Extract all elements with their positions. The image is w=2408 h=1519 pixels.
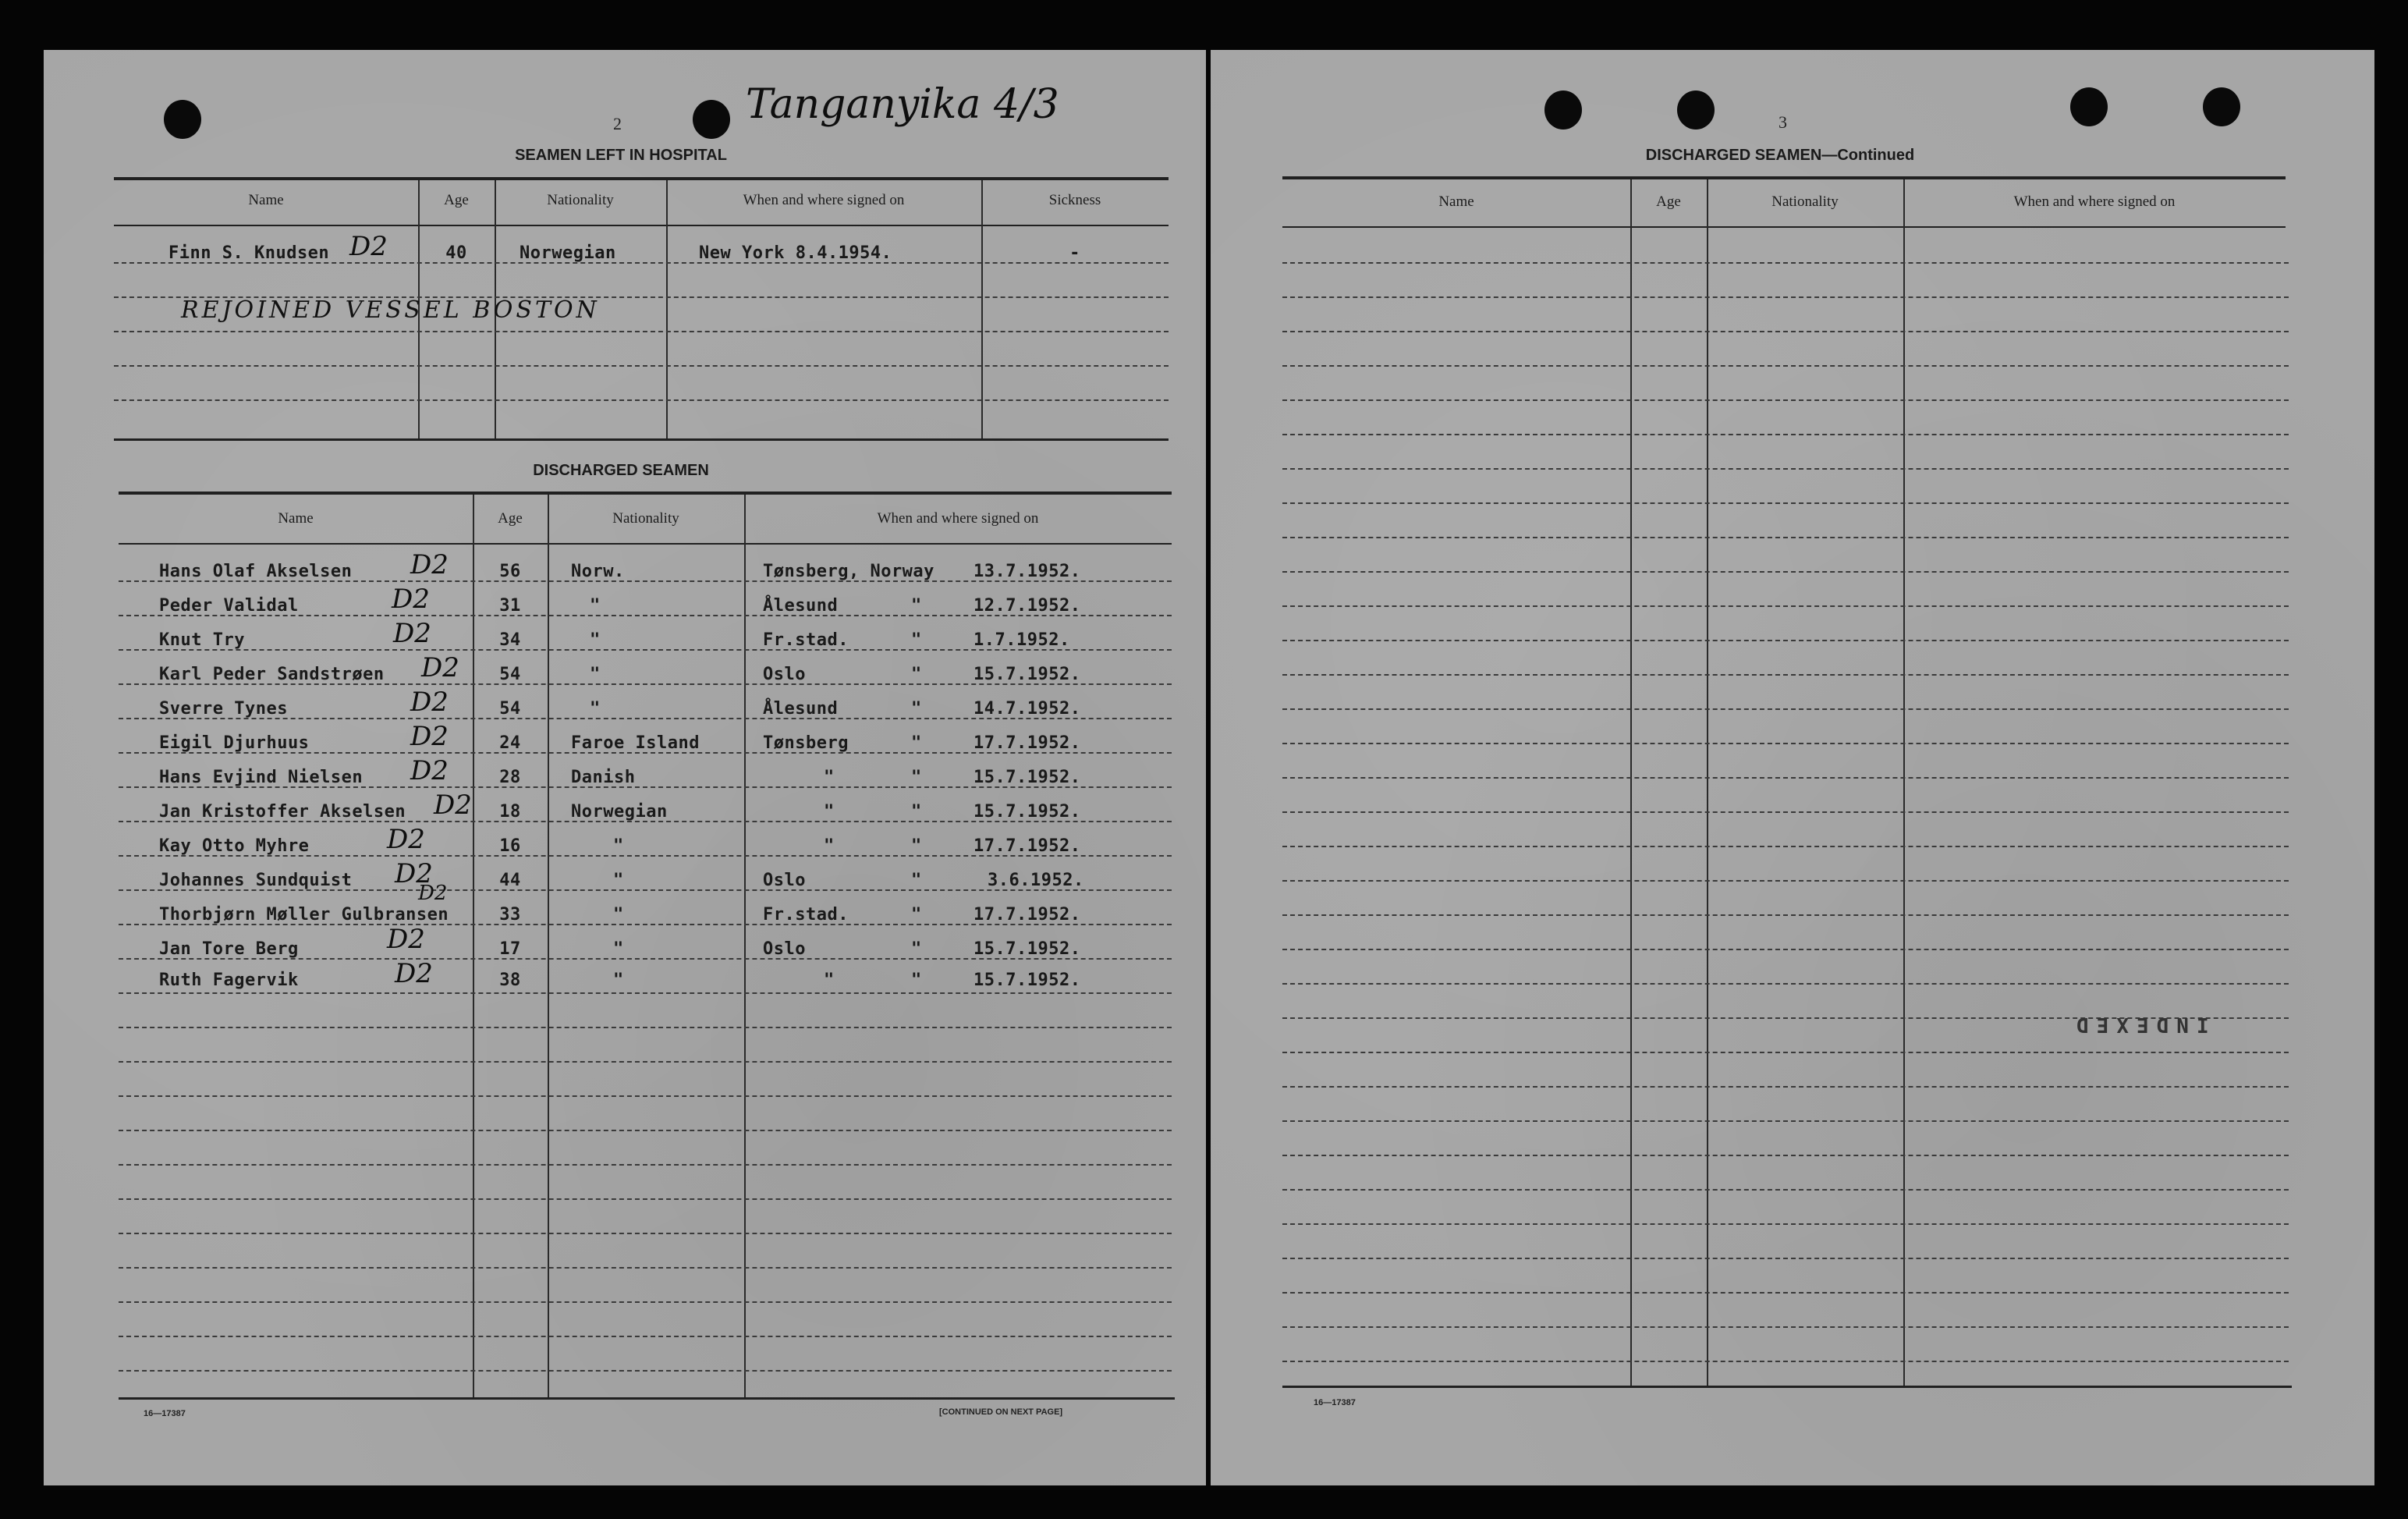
signed-on-date: 13.7.1952. bbox=[973, 562, 1081, 581]
col-header-name: Name bbox=[1438, 193, 1474, 210]
seaman-nationality: Norw. bbox=[571, 562, 625, 581]
seaman-age: 33 bbox=[499, 905, 521, 925]
table-rule bbox=[1282, 176, 2286, 179]
col-header-signed-on: When and where signed on bbox=[743, 192, 905, 208]
column-divider bbox=[744, 495, 746, 1397]
seaman-nationality: " bbox=[590, 596, 601, 616]
row-line bbox=[1282, 365, 2289, 367]
seaman-age: 18 bbox=[499, 802, 521, 822]
row-line bbox=[119, 1233, 1172, 1234]
col-header-nationality: Nationality bbox=[547, 192, 614, 208]
row-line bbox=[1282, 399, 2289, 401]
ditto-mark: " bbox=[911, 802, 922, 822]
punch-hole bbox=[1544, 91, 1582, 130]
row-line bbox=[1282, 1189, 2289, 1191]
table-rule bbox=[114, 225, 1169, 226]
seaman-age: 40 bbox=[445, 243, 467, 263]
seaman-age: 16 bbox=[499, 836, 521, 856]
seaman-age: 24 bbox=[499, 733, 521, 753]
handwritten-mark: D2 bbox=[410, 721, 449, 752]
handwritten-mark: D2 bbox=[387, 824, 425, 855]
signed-on-place: Oslo bbox=[763, 871, 806, 890]
seaman-nationality: Faroe Island bbox=[571, 733, 700, 753]
seaman-nationality: " bbox=[613, 905, 624, 925]
seaman-name: Kay Otto Myhre bbox=[159, 836, 310, 856]
row-line bbox=[119, 1336, 1172, 1337]
signed-on-place: " bbox=[824, 971, 835, 990]
seaman-name: Hans Evjind Nielsen bbox=[159, 768, 364, 787]
ditto-mark: " bbox=[911, 596, 922, 616]
seaman-age: 28 bbox=[499, 768, 521, 787]
signed-on-place: Fr.stad. bbox=[763, 905, 849, 925]
ditto-mark: " bbox=[911, 836, 922, 856]
handwritten-mark: D2 bbox=[392, 584, 430, 615]
handwritten-mark: D2 bbox=[393, 618, 431, 649]
table-rule bbox=[119, 543, 1172, 545]
col-header-name: Name bbox=[278, 510, 314, 527]
signed-on-date: 15.7.1952. bbox=[973, 939, 1081, 959]
row-line bbox=[114, 365, 1169, 367]
seaman-age: 34 bbox=[499, 630, 521, 650]
row-line bbox=[1282, 331, 2289, 332]
seaman-age: 56 bbox=[499, 562, 521, 581]
handwritten-mark: D2 bbox=[395, 958, 433, 989]
seaman-name: Jan Tore Berg bbox=[159, 939, 299, 959]
row-line bbox=[119, 1095, 1172, 1097]
ditto-mark: " bbox=[911, 733, 922, 753]
form-number: 16—17387 bbox=[1314, 1398, 1356, 1407]
seaman-name: Ruth Fagervik bbox=[159, 971, 299, 990]
col-header-nationality: Nationality bbox=[1771, 193, 1839, 210]
row-line bbox=[119, 1061, 1172, 1063]
row-line bbox=[114, 331, 1169, 332]
seaman-name: Jan Kristoffer Akselsen bbox=[159, 802, 406, 822]
discharged-section-title: DISCHARGED SEAMEN bbox=[533, 462, 709, 479]
seaman-nationality: " bbox=[613, 836, 624, 856]
punch-hole bbox=[2070, 87, 2108, 126]
handwritten-mark: D2 bbox=[395, 858, 433, 889]
punch-hole bbox=[2203, 87, 2240, 126]
handwritten-header: Tanganyika 4/3 bbox=[746, 81, 1059, 128]
row-line bbox=[119, 1130, 1172, 1131]
punch-hole bbox=[164, 100, 201, 139]
signed-on-place: Ålesund bbox=[763, 596, 839, 616]
row-line bbox=[1282, 571, 2289, 573]
handwritten-annotation: REJOINED VESSEL BOSTON bbox=[181, 296, 600, 324]
seaman-age: 54 bbox=[499, 665, 521, 684]
column-divider bbox=[548, 495, 549, 1397]
punch-hole bbox=[1677, 91, 1715, 130]
row-line bbox=[1282, 811, 2289, 813]
seaman-name: Eigil Djurhuus bbox=[159, 733, 310, 753]
row-line bbox=[119, 1198, 1172, 1200]
seaman-nationality: " bbox=[613, 939, 624, 959]
col-header-age: Age bbox=[444, 192, 469, 208]
seaman-signed-on: New York 8.4.1954. bbox=[699, 243, 892, 263]
seaman-nationality: " bbox=[613, 971, 624, 990]
col-header-age: Age bbox=[498, 510, 523, 527]
signed-on-date: 15.7.1952. bbox=[973, 802, 1081, 822]
column-divider bbox=[1630, 179, 1632, 1386]
signed-on-place: Oslo bbox=[763, 665, 806, 684]
seaman-name: Peder Validal bbox=[159, 596, 299, 616]
handwritten-mark: D2 bbox=[410, 687, 449, 718]
seaman-nationality: Norwegian bbox=[571, 802, 668, 822]
col-header-nationality: Nationality bbox=[612, 510, 679, 527]
table-rule bbox=[114, 438, 1169, 441]
row-line bbox=[1282, 1258, 2289, 1259]
seaman-age: 44 bbox=[499, 871, 521, 890]
seaman-name: Thorbjørn Møller Gulbransen bbox=[159, 905, 449, 925]
row-line bbox=[1282, 1326, 2289, 1328]
signed-on-place: Oslo bbox=[763, 939, 806, 959]
ditto-mark: " bbox=[911, 699, 922, 719]
signed-on-place: " bbox=[824, 802, 835, 822]
column-divider bbox=[1903, 179, 1905, 1386]
row-line bbox=[1282, 743, 2289, 744]
section-title: DISCHARGED SEAMEN—Continued bbox=[1645, 147, 1915, 164]
row-line bbox=[1282, 537, 2289, 538]
table-rule bbox=[114, 177, 1169, 180]
handwritten-mark: D2 bbox=[387, 924, 425, 955]
col-header-name: Name bbox=[248, 192, 284, 208]
row-line bbox=[1282, 262, 2289, 264]
signed-on-date: 15.7.1952. bbox=[973, 971, 1081, 990]
row-line bbox=[1282, 983, 2289, 985]
form-number: 16—17387 bbox=[144, 1409, 186, 1418]
row-line bbox=[1282, 468, 2289, 470]
row-line bbox=[1282, 296, 2289, 298]
col-header-age: Age bbox=[1656, 193, 1681, 210]
ditto-mark: " bbox=[911, 768, 922, 787]
handwritten-mark: D2 bbox=[421, 652, 459, 683]
ditto-mark: " bbox=[911, 871, 922, 890]
row-line bbox=[1282, 434, 2289, 435]
seaman-nationality: Norwegian bbox=[520, 243, 616, 263]
seaman-sickness: - bbox=[1069, 243, 1080, 263]
row-line bbox=[119, 1164, 1172, 1166]
row-line bbox=[1282, 1086, 2289, 1088]
signed-on-place: Ålesund bbox=[763, 699, 839, 719]
seaman-age: 54 bbox=[499, 699, 521, 719]
signed-on-date: 1.7.1952. bbox=[973, 630, 1070, 650]
ditto-mark: " bbox=[911, 665, 922, 684]
seaman-nationality: " bbox=[590, 630, 601, 650]
seaman-age: 31 bbox=[499, 596, 521, 616]
row-line bbox=[1282, 777, 2289, 779]
ditto-mark: " bbox=[911, 971, 922, 990]
row-line bbox=[1282, 605, 2289, 607]
seaman-age: 17 bbox=[499, 939, 521, 959]
row-line bbox=[1282, 1052, 2289, 1053]
continued-note: [CONTINUED ON NEXT PAGE] bbox=[939, 1407, 1063, 1417]
seaman-nationality: " bbox=[590, 699, 601, 719]
seaman-name: Sverre Tynes bbox=[159, 699, 288, 719]
right-form-page bbox=[1211, 50, 2374, 1485]
row-line bbox=[1282, 914, 2289, 916]
row-line bbox=[1282, 949, 2289, 950]
seaman-age: 38 bbox=[499, 971, 521, 990]
table-rule bbox=[1282, 226, 2286, 228]
signed-on-place: " bbox=[824, 768, 835, 787]
handwritten-mark: D2 bbox=[434, 790, 472, 821]
ditto-mark: " bbox=[911, 939, 922, 959]
row-line bbox=[1282, 1155, 2289, 1156]
signed-on-date: 14.7.1952. bbox=[973, 699, 1081, 719]
table-rule bbox=[119, 1397, 1175, 1400]
row-line bbox=[119, 1267, 1172, 1269]
signed-on-date: 17.7.1952. bbox=[973, 905, 1081, 925]
col-header-signed-on: When and where signed on bbox=[2013, 193, 2176, 210]
seaman-name: Knut Try bbox=[159, 630, 245, 650]
column-divider bbox=[1707, 179, 1708, 1386]
seaman-nationality: Danish bbox=[571, 768, 636, 787]
signed-on-date: 15.7.1952. bbox=[973, 665, 1081, 684]
signed-on-date: 12.7.1952. bbox=[973, 596, 1081, 616]
table-rule bbox=[119, 492, 1172, 495]
signed-on-place: Tønsberg, Norway bbox=[763, 562, 934, 581]
row-line bbox=[1282, 1223, 2289, 1225]
signed-on-place: Fr.stad. bbox=[763, 630, 849, 650]
row-line bbox=[119, 992, 1172, 994]
seaman-name: Karl Peder Sandstrøen bbox=[159, 665, 385, 684]
row-line bbox=[1282, 674, 2289, 676]
row-line bbox=[1282, 1292, 2289, 1294]
row-line bbox=[1282, 880, 2289, 882]
row-line bbox=[1282, 502, 2289, 504]
row-line bbox=[1282, 846, 2289, 847]
seaman-name: Finn S. Knudsen bbox=[168, 243, 330, 263]
seaman-nationality: " bbox=[613, 871, 624, 890]
row-line bbox=[1282, 708, 2289, 710]
page-number: 2 bbox=[613, 114, 622, 133]
signed-on-date: 17.7.1952. bbox=[973, 733, 1081, 753]
row-line bbox=[1282, 640, 2289, 641]
left-form-page bbox=[44, 50, 1206, 1485]
seaman-nationality: " bbox=[590, 665, 601, 684]
seaman-name: Hans Olaf Akselsen bbox=[159, 562, 353, 581]
row-line bbox=[119, 1027, 1172, 1028]
table-rule bbox=[1282, 1386, 2292, 1388]
punch-hole bbox=[693, 100, 730, 139]
handwritten-mark: D2 bbox=[410, 755, 449, 786]
signed-on-date: 15.7.1952. bbox=[973, 768, 1081, 787]
indexed-stamp: INDEXED bbox=[2069, 1013, 2209, 1036]
ditto-mark: " bbox=[911, 905, 922, 925]
hospital-section-title: SEAMEN LEFT IN HOSPITAL bbox=[515, 147, 727, 164]
row-line bbox=[119, 1370, 1172, 1372]
page-number: 3 bbox=[1779, 112, 1787, 132]
signed-on-place: " bbox=[824, 836, 835, 856]
row-line bbox=[1282, 1120, 2289, 1122]
ditto-mark: " bbox=[911, 630, 922, 650]
row-line bbox=[119, 1301, 1172, 1303]
handwritten-mark: D2 bbox=[410, 549, 449, 580]
row-line bbox=[1282, 1361, 2289, 1362]
signed-on-date: 3.6.1952. bbox=[988, 871, 1084, 890]
signed-on-date: 17.7.1952. bbox=[973, 836, 1081, 856]
signed-on-place: Tønsberg bbox=[763, 733, 849, 753]
col-header-signed-on: When and where signed on bbox=[877, 510, 1039, 527]
handwritten-mark: D2 bbox=[349, 231, 388, 262]
col-header-sickness: Sickness bbox=[1048, 192, 1101, 208]
handwritten-mark: D2 bbox=[418, 882, 448, 905]
row-line bbox=[114, 399, 1169, 401]
seaman-name: Johannes Sundquist bbox=[159, 871, 353, 890]
